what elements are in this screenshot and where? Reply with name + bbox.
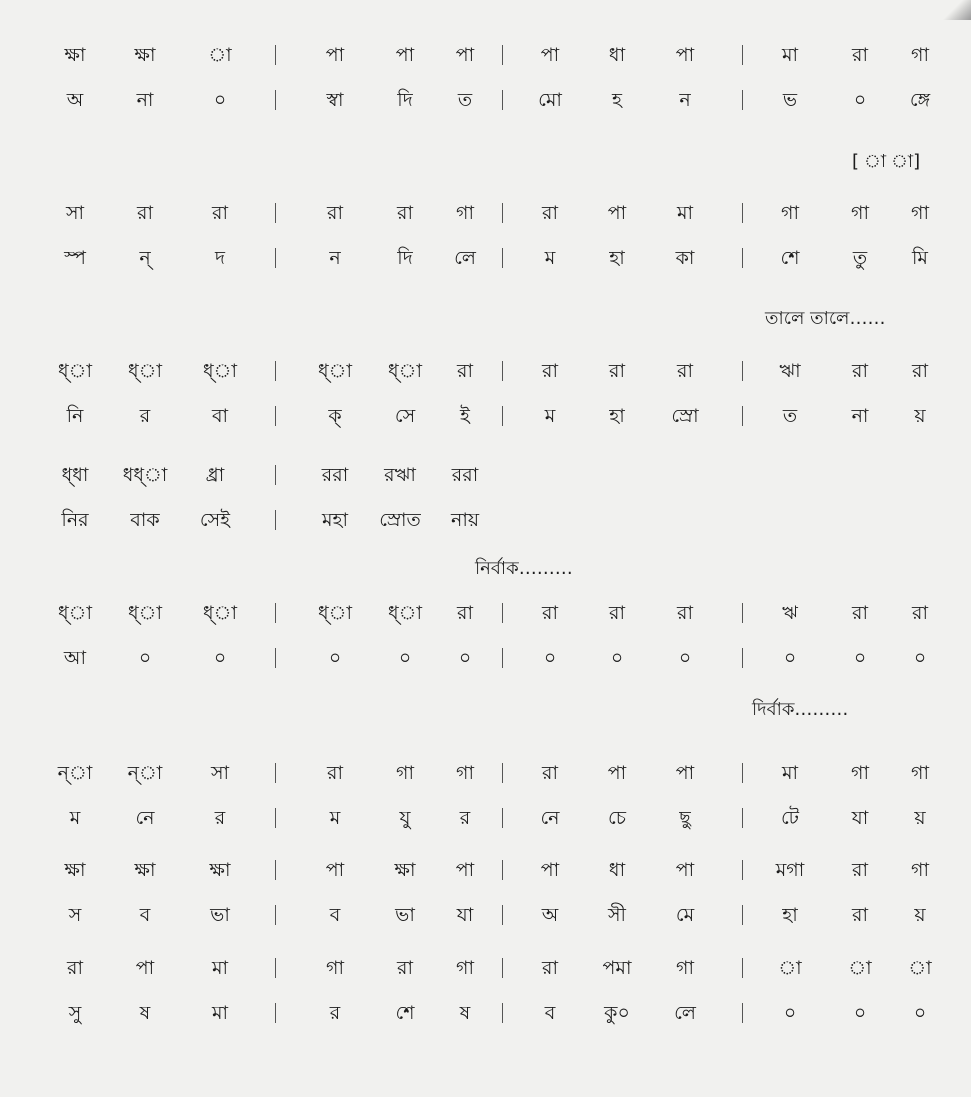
swara-note: রা bbox=[852, 360, 868, 382]
swara-note: গা bbox=[396, 762, 414, 784]
lyric-syllable: ম bbox=[329, 807, 341, 829]
swara-note: রা bbox=[852, 44, 868, 66]
lyric-syllable: মো bbox=[538, 89, 562, 111]
lyric-syllable: ভ bbox=[782, 89, 798, 111]
bar-line bbox=[275, 905, 276, 925]
bar-line bbox=[502, 248, 503, 268]
swara-note: পা bbox=[325, 44, 345, 66]
bar-line bbox=[275, 90, 276, 110]
swara-note: ধ্া bbox=[58, 602, 92, 624]
bar-line bbox=[502, 808, 503, 828]
lyric-syllable: র bbox=[214, 807, 226, 829]
lyric-syllable: ০ bbox=[853, 1002, 867, 1024]
lyric-syllable: মি bbox=[912, 247, 928, 269]
bar-line bbox=[742, 603, 743, 623]
bar-line bbox=[502, 860, 503, 880]
lyric-syllable: ০ bbox=[783, 647, 797, 669]
swara-note: সা bbox=[65, 202, 85, 224]
swara-note: ধ্া bbox=[128, 360, 162, 382]
lyric-syllable: ক্ bbox=[328, 405, 342, 427]
bar-line bbox=[275, 248, 276, 268]
lyric-row bbox=[0, 505, 971, 535]
lyric-syllable: ম bbox=[544, 405, 556, 427]
swara-note: পা bbox=[675, 859, 695, 881]
lyric-syllable: যু bbox=[399, 807, 411, 829]
lyric-syllable: অ bbox=[541, 904, 559, 926]
bar-line bbox=[502, 203, 503, 223]
bar-line bbox=[275, 406, 276, 426]
swara-note: গা bbox=[911, 44, 929, 66]
lyric-syllable: র bbox=[329, 1002, 341, 1024]
swara-note: ক্ষা bbox=[134, 44, 156, 66]
swara-note: ধধ্া bbox=[122, 464, 168, 486]
phrase-annotation: নির্বাক……… bbox=[475, 558, 573, 579]
lyric-syllable: ন্ bbox=[139, 247, 151, 269]
swara-note: ধ্া bbox=[203, 360, 237, 382]
bar-line bbox=[742, 763, 743, 783]
bar-line bbox=[275, 510, 276, 530]
lyric-syllable: মহা bbox=[321, 509, 349, 531]
bar-line bbox=[502, 603, 503, 623]
lyric-syllable: ০ bbox=[913, 647, 927, 669]
lyric-syllable: ম bbox=[544, 247, 556, 269]
swara-row bbox=[0, 855, 971, 885]
bar-line bbox=[502, 905, 503, 925]
swara-row bbox=[0, 758, 971, 788]
swara-note: পা bbox=[675, 762, 695, 784]
lyric-syllable: ০ bbox=[213, 89, 227, 111]
lyric-syllable: স্প bbox=[64, 247, 86, 269]
swara-note: গা bbox=[911, 202, 929, 224]
swara-row bbox=[0, 356, 971, 386]
bar-line bbox=[742, 648, 743, 668]
swara-note: পা bbox=[675, 44, 695, 66]
swara-note: ধ্া bbox=[203, 602, 237, 624]
lyric-syllable: রা bbox=[852, 904, 868, 926]
swara-note: গা bbox=[911, 762, 929, 784]
lyric-syllable: ঙ্গে bbox=[909, 89, 931, 111]
swara-note: রা bbox=[542, 602, 558, 624]
bar-line bbox=[275, 860, 276, 880]
bar-line bbox=[275, 1003, 276, 1023]
bar-line bbox=[502, 1003, 503, 1023]
lyric-row bbox=[0, 243, 971, 273]
lyric-syllable: দি bbox=[397, 89, 413, 111]
swara-note: মা bbox=[211, 957, 229, 979]
lyric-syllable: দ bbox=[215, 247, 225, 269]
bar-line bbox=[275, 763, 276, 783]
bar-line bbox=[502, 361, 503, 381]
lyric-syllable: যা bbox=[851, 807, 869, 829]
lyric-syllable: ০ bbox=[678, 647, 692, 669]
bar-line bbox=[275, 45, 276, 65]
lyric-syllable: স্বা bbox=[326, 89, 344, 111]
swara-note: ঋা bbox=[779, 360, 801, 382]
swara-row bbox=[0, 598, 971, 628]
lyric-syllable: টে bbox=[780, 807, 800, 829]
lyric-syllable: স্রো bbox=[671, 405, 699, 427]
swara-note: গা bbox=[851, 202, 869, 224]
lyric-syllable: সু bbox=[68, 1002, 82, 1024]
lyric-syllable: যা bbox=[456, 904, 474, 926]
lyric-syllable: বা bbox=[211, 405, 229, 427]
swara-note: গা bbox=[326, 957, 344, 979]
lyric-syllable: লে bbox=[674, 1002, 696, 1024]
lyric-syllable: ০ bbox=[398, 647, 412, 669]
lyric-syllable: ভা bbox=[210, 904, 230, 926]
bracketed-notes: [ া া] bbox=[852, 151, 921, 172]
lyric-syllable: ন bbox=[329, 247, 341, 269]
bar-line bbox=[742, 860, 743, 880]
swara-note: গা bbox=[456, 957, 474, 979]
bar-line bbox=[742, 203, 743, 223]
lyric-syllable: ০ bbox=[783, 1002, 797, 1024]
bar-line bbox=[275, 958, 276, 978]
bar-line bbox=[742, 808, 743, 828]
swara-note: মা bbox=[781, 762, 799, 784]
lyric-syllable: য় bbox=[914, 904, 926, 926]
swara-note: ধ্ধা bbox=[61, 464, 89, 486]
lyric-syllable: মে bbox=[675, 904, 695, 926]
swara-row bbox=[0, 953, 971, 983]
swara-note: রা bbox=[327, 202, 343, 224]
lyric-syllable: র bbox=[459, 807, 471, 829]
swara-note: রা bbox=[397, 957, 413, 979]
bar-line bbox=[742, 90, 743, 110]
lyric-syllable: ত bbox=[782, 405, 798, 427]
swara-note: সা bbox=[210, 762, 230, 784]
lyric-syllable: ০ bbox=[138, 647, 152, 669]
lyric-syllable: ০ bbox=[853, 89, 867, 111]
lyric-syllable: ষ bbox=[139, 1002, 151, 1024]
swara-row bbox=[0, 460, 971, 490]
lyric-syllable: শে bbox=[395, 1002, 415, 1024]
lyric-syllable: কু০ bbox=[604, 1002, 630, 1024]
bar-line bbox=[742, 248, 743, 268]
swara-note: ধ্া bbox=[58, 360, 92, 382]
lyric-syllable: লে bbox=[454, 247, 476, 269]
lyric-syllable: নায় bbox=[450, 509, 480, 531]
swara-note: রা bbox=[912, 602, 928, 624]
lyric-syllable: না bbox=[136, 89, 154, 111]
swara-note: মা bbox=[676, 202, 694, 224]
swara-note: পা bbox=[325, 859, 345, 881]
bar-line bbox=[275, 808, 276, 828]
swara-note: ধ্া bbox=[128, 602, 162, 624]
lyric-row bbox=[0, 998, 971, 1028]
lyric-syllable: য় bbox=[914, 405, 926, 427]
swara-note: রা bbox=[327, 762, 343, 784]
lyric-syllable: ০ bbox=[610, 647, 624, 669]
bar-line bbox=[275, 203, 276, 223]
swara-note: রা bbox=[67, 957, 83, 979]
swara-note: ধ্া bbox=[318, 602, 352, 624]
swara-note: রা bbox=[397, 202, 413, 224]
bar-line bbox=[742, 45, 743, 65]
swara-note: রা bbox=[212, 202, 228, 224]
phrase-annotation: তালে তালে…… bbox=[765, 308, 886, 329]
swara-note: রা bbox=[457, 602, 473, 624]
lyric-syllable: নি bbox=[66, 405, 84, 427]
bar-line bbox=[502, 90, 503, 110]
swara-note: ধা bbox=[608, 859, 626, 881]
swara-note: রা bbox=[457, 360, 473, 382]
lyric-syllable: দি bbox=[397, 247, 413, 269]
lyric-syllable: কা bbox=[675, 247, 695, 269]
lyric-syllable: হা bbox=[609, 247, 625, 269]
lyric-syllable: নে bbox=[540, 807, 560, 829]
lyric-syllable: ০ bbox=[543, 647, 557, 669]
bar-line bbox=[742, 406, 743, 426]
swara-note: মা bbox=[781, 44, 799, 66]
swara-note: রা bbox=[542, 202, 558, 224]
swara-note: রা bbox=[542, 957, 558, 979]
swara-note: া bbox=[908, 957, 932, 979]
lyric-syllable: ০ bbox=[328, 647, 342, 669]
swara-row bbox=[0, 198, 971, 228]
bar-line bbox=[275, 648, 276, 668]
bar-line bbox=[502, 763, 503, 783]
swara-note: গা bbox=[851, 762, 869, 784]
swara-note: রা bbox=[677, 360, 693, 382]
swara-note: ন্া bbox=[127, 762, 163, 784]
lyric-syllable: ন bbox=[679, 89, 691, 111]
swara-note: রা bbox=[609, 602, 625, 624]
lyric-syllable: সে bbox=[394, 405, 416, 427]
lyric-syllable: ব bbox=[139, 904, 151, 926]
bar-line bbox=[502, 958, 503, 978]
lyric-syllable: ব bbox=[329, 904, 341, 926]
lyric-syllable: ছু bbox=[679, 807, 691, 829]
lyric-row bbox=[0, 900, 971, 930]
swara-note: মগা bbox=[775, 859, 805, 881]
bar-line bbox=[275, 465, 276, 485]
bar-line bbox=[742, 1003, 743, 1023]
swara-note: ধা bbox=[608, 44, 626, 66]
lyric-syllable: সেই bbox=[199, 509, 231, 531]
swara-note: রা bbox=[677, 602, 693, 624]
swara-note: রা bbox=[912, 360, 928, 382]
swara-note: গা bbox=[781, 202, 799, 224]
swara-note: ক্ষা bbox=[64, 859, 86, 881]
lyric-syllable: সী bbox=[608, 904, 626, 926]
swara-note: ঋ bbox=[782, 602, 798, 624]
lyric-syllable: ই bbox=[460, 405, 470, 427]
lyric-syllable: ষ bbox=[459, 1002, 471, 1024]
swara-note: া bbox=[848, 957, 872, 979]
swara-note: পা bbox=[455, 859, 475, 881]
swara-note: া bbox=[208, 44, 232, 66]
bar-line bbox=[742, 905, 743, 925]
lyric-syllable: তু bbox=[852, 247, 868, 269]
swara-note: পা bbox=[135, 957, 155, 979]
lyric-syllable: ত bbox=[457, 89, 473, 111]
swara-note: পা bbox=[540, 859, 560, 881]
swara-note: গা bbox=[911, 859, 929, 881]
swara-note: ধ্া bbox=[388, 360, 422, 382]
lyric-syllable: ০ bbox=[213, 647, 227, 669]
lyric-syllable: স্রোত bbox=[379, 509, 421, 531]
swara-note: ক্ষা bbox=[134, 859, 156, 881]
lyric-syllable: হা bbox=[782, 904, 798, 926]
swara-note: রা bbox=[852, 602, 868, 624]
lyric-syllable: ০ bbox=[458, 647, 472, 669]
swara-note: রা bbox=[852, 859, 868, 881]
swara-note: ক্ষা bbox=[209, 859, 231, 881]
lyric-syllable: ম bbox=[69, 807, 81, 829]
lyric-row bbox=[0, 401, 971, 431]
swara-note: পমা bbox=[602, 957, 632, 979]
lyric-syllable: ব bbox=[544, 1002, 556, 1024]
bar-line bbox=[742, 958, 743, 978]
swara-note: পা bbox=[395, 44, 415, 66]
swara-note: গা bbox=[456, 202, 474, 224]
swara-note: ররা bbox=[451, 464, 479, 486]
swara-note: গা bbox=[456, 762, 474, 784]
swara-note: ক্ষা bbox=[64, 44, 86, 66]
swara-note: ররা bbox=[321, 464, 349, 486]
lyric-syllable: নির bbox=[61, 509, 89, 531]
swara-note: ধ্রা bbox=[205, 464, 225, 486]
swara-note: রা bbox=[542, 762, 558, 784]
swara-note: ধ্া bbox=[388, 602, 422, 624]
lyric-syllable: স bbox=[68, 904, 82, 926]
lyric-syllable: চে bbox=[608, 807, 626, 829]
swara-note: পা bbox=[455, 44, 475, 66]
bar-line bbox=[502, 406, 503, 426]
lyric-syllable: ভা bbox=[395, 904, 415, 926]
lyric-syllable: ০ bbox=[853, 647, 867, 669]
lyric-syllable: র bbox=[139, 405, 151, 427]
lyric-syllable: অ bbox=[66, 89, 84, 111]
lyric-syllable: নে bbox=[135, 807, 155, 829]
lyric-syllable: শে bbox=[780, 247, 800, 269]
swara-note: পা bbox=[607, 202, 627, 224]
lyric-syllable: বাক bbox=[130, 509, 160, 531]
swara-note: ধ্া bbox=[318, 360, 352, 382]
bar-line bbox=[502, 648, 503, 668]
lyric-syllable: য় bbox=[914, 807, 926, 829]
swara-note: ক্ষা bbox=[394, 859, 416, 881]
lyric-row bbox=[0, 803, 971, 833]
lyric-syllable: আ bbox=[63, 647, 87, 669]
lyric-syllable: ০ bbox=[913, 1002, 927, 1024]
lyric-row bbox=[0, 85, 971, 115]
lyric-syllable: হ bbox=[612, 89, 622, 111]
swara-note: া bbox=[778, 957, 802, 979]
bar-line bbox=[275, 603, 276, 623]
bar-line bbox=[502, 45, 503, 65]
lyric-syllable: হা bbox=[609, 405, 625, 427]
swara-note: রা bbox=[542, 360, 558, 382]
swara-note: রা bbox=[609, 360, 625, 382]
phrase-annotation: দির্বাক……… bbox=[752, 699, 849, 720]
lyric-syllable: না bbox=[851, 405, 869, 427]
bar-line bbox=[742, 361, 743, 381]
corner-smudge bbox=[943, 0, 971, 20]
swara-row bbox=[0, 40, 971, 70]
swara-note: গা bbox=[676, 957, 694, 979]
bar-line bbox=[275, 361, 276, 381]
lyric-syllable: মা bbox=[211, 1002, 229, 1024]
swara-note: ন্া bbox=[57, 762, 93, 784]
swara-note: রঋা bbox=[384, 464, 416, 486]
lyric-row bbox=[0, 643, 971, 673]
swara-note: রা bbox=[137, 202, 153, 224]
swara-note: পা bbox=[540, 44, 560, 66]
swara-note: পা bbox=[607, 762, 627, 784]
